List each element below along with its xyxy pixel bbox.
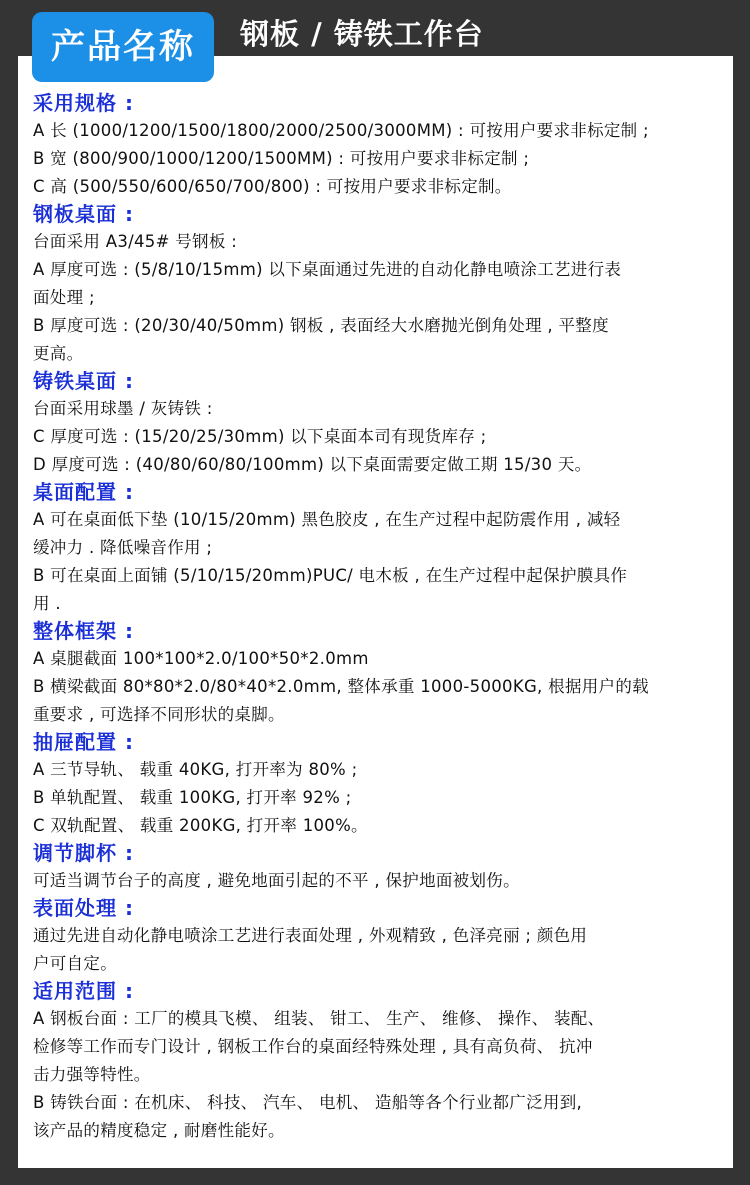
- section-cast-iron-top: [33, 368, 733, 479]
- spec-line: A 桌腿截面 100*100*2.0/100*50*2.0mm: [33, 649, 369, 668]
- spec-line: 通过先进自动化静电喷涂工艺进行表面处理 , 外观精致 , 色泽亮丽 ; 颜色用: [33, 926, 588, 945]
- spec-line: 台面采用 A3/45# 号钢板 :: [33, 232, 238, 251]
- spec-line: 户可自定。: [33, 954, 117, 973]
- section-drawer: [33, 729, 733, 840]
- spec-line: A 厚度可选 : (5/8/10/15mm) 以下桌面通过先进的自动化静电喷涂工艺进行表: [33, 260, 622, 279]
- section-title-cast-iron-top: 铸铁桌面 :: [33, 369, 134, 393]
- spec-line: C 双轨配置、 载重 200KG, 打开率 100%。: [33, 816, 368, 835]
- spec-line: 更高。: [33, 344, 84, 363]
- spec-line: 检修等工作而专门设计 , 钢板工作台的桌面经特殊处理 , 具有高负荷、 抗冲: [33, 1037, 593, 1056]
- section-title-scope: 适用范围 :: [33, 979, 134, 1003]
- product-name-badge: 产品名称: [32, 12, 214, 82]
- spec-line: 该产品的精度稳定 , 耐磨性能好。: [33, 1121, 285, 1140]
- section-title-frame: 整体框架 :: [33, 619, 134, 643]
- spec-line: B 横梁截面 80*80*2.0/80*40*2.0mm, 整体承重 1000-5000KG, 根据用户的载: [33, 677, 649, 696]
- section-title-specs: 采用规格 :: [33, 91, 134, 115]
- section-surface: [33, 895, 733, 978]
- spec-line: B 厚度可选 : (20/30/40/50mm) 钢板 , 表面经大水磨抛光倒角处理 , 平整度: [33, 316, 609, 335]
- section-title-surface: 表面处理 :: [33, 896, 134, 920]
- section-specs: [33, 90, 733, 201]
- spec-line: A 三节导轨、 载重 40KG, 打开率为 80% ;: [33, 760, 358, 779]
- spec-line: A 可在桌面低下垫 (10/15/20mm) 黑色胶皮 , 在生产过程中起防震作用 , 减轻: [33, 510, 621, 529]
- section-frame: [33, 618, 733, 729]
- spec-line: C 厚度可选 : (15/20/25/30mm) 以下桌面本司有现货库存 ;: [33, 427, 487, 446]
- section-feet: [33, 840, 733, 895]
- spec-line: B 宽 (800/900/1000/1200/1500MM) : 可按用户要求非标定制 ;: [33, 149, 530, 168]
- spec-line: 可适当调节台子的高度 , 避免地面引起的不平 , 保护地面被划伤。: [33, 871, 520, 890]
- spec-line: 台面采用球墨 / 灰铸铁 :: [33, 399, 213, 418]
- page-title: 钢板 / 铸铁工作台: [240, 17, 484, 51]
- spec-line: C 高 (500/550/600/650/700/800) : 可按用户要求非标定制。: [33, 177, 512, 196]
- section-top-config: [33, 479, 733, 618]
- spec-panel: [18, 56, 733, 1168]
- spec-line: A 长 (1000/1200/1500/1800/2000/2500/3000MM) : 可按用户要求非标定制 ;: [33, 121, 649, 140]
- spec-line: B 单轨配置、 载重 100KG, 打开率 92% ;: [33, 788, 352, 807]
- spec-line: 用 .: [33, 594, 61, 613]
- spec-line: 面处理 ;: [33, 288, 95, 307]
- spec-line: B 可在桌面上面铺 (5/10/15/20mm)PUC/ 电木板 , 在生产过程中起保护膜具作: [33, 566, 628, 585]
- section-title-top-config: 桌面配置 :: [33, 480, 134, 504]
- section-title-drawer: 抽屉配置 :: [33, 730, 134, 754]
- section-title-feet: 调节脚杯 :: [33, 841, 134, 865]
- spec-line: 重要求 , 可选择不同形状的桌脚。: [33, 705, 285, 724]
- section-scope: [33, 978, 733, 1145]
- spec-line: D 厚度可选 : (40/80/60/80/100mm) 以下桌面需要定做工期 15/30 天。: [33, 455, 592, 474]
- spec-line: 缓冲力 . 降低噪音作用 ;: [33, 538, 213, 557]
- section-title-steel-top: 钢板桌面 :: [33, 202, 134, 226]
- section-steel-top: [33, 201, 733, 368]
- spec-line: A 钢板台面 : 工厂的模具飞模、 组装、 钳工、 生产、 维修、 操作、 装配、: [33, 1009, 605, 1028]
- spec-line: B 铸铁台面 : 在机床、 科技、 汽车、 电机、 造船等各个行业都广泛用到,: [33, 1093, 583, 1112]
- spec-line: 击力强等特性。: [33, 1065, 151, 1084]
